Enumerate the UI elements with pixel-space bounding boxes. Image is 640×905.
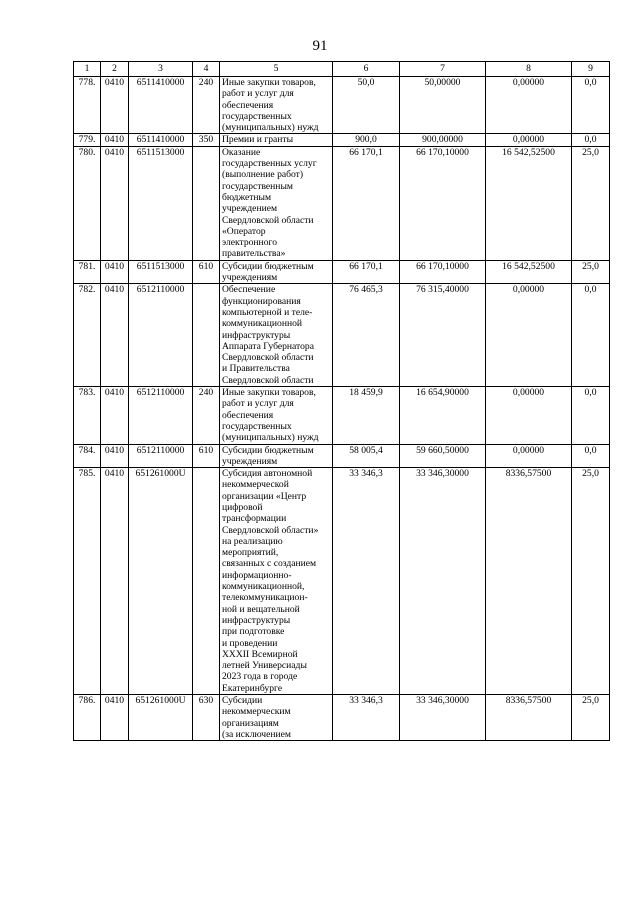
section-code: 0410 [101, 468, 129, 695]
planned-amount: 33 346,3 [333, 468, 400, 695]
section-code: 0410 [101, 284, 129, 387]
executed-amount: 0,00000 [486, 134, 572, 146]
execution-percent: 0,0 [572, 444, 610, 468]
section-code: 0410 [101, 695, 129, 741]
expense-type: 630 [193, 695, 220, 741]
executed-amount: 8336,57500 [486, 468, 572, 695]
expense-type: 610 [193, 444, 220, 468]
page-number: 91 [312, 38, 328, 54]
row-number: 786. [74, 695, 101, 741]
target-code: 651261000U [129, 695, 193, 741]
planned-amount: 50,0 [333, 77, 400, 134]
planned-amount: 900,0 [333, 134, 400, 146]
approved-amount: 66 170,10000 [400, 260, 486, 284]
execution-percent: 25,0 [572, 695, 610, 741]
column-header-1: 1 [74, 62, 101, 77]
table-row [74, 77, 610, 134]
execution-percent: 0,0 [572, 387, 610, 444]
execution-percent: 25,0 [572, 468, 610, 695]
item-name: Субсидия автономной некоммерческой организации «Центр цифровой трансформации Свердловской области» на реализацию мероприятий, связанных с созданием информационно- коммуникационной, телекоммуникацион- ной и вещательной инфраструктуры при подготовке и проведении XXXII Всемирной летней Универсиады 2023 года в городе Екатеринбурге [222, 468, 319, 694]
approved-amount: 66 170,10000 [400, 146, 486, 260]
column-header-3: 3 [129, 62, 193, 77]
execution-percent: 25,0 [572, 146, 610, 260]
item-name: Субсидии бюджетным учреждениям [222, 444, 314, 467]
table-row [74, 260, 610, 284]
section-code: 0410 [101, 134, 129, 146]
target-code: 6512110000 [129, 387, 193, 444]
planned-amount: 76 465,3 [333, 284, 400, 387]
row-number: 782. [74, 284, 101, 387]
row-number: 784. [74, 444, 101, 468]
expense-type: 240 [193, 77, 220, 134]
row-number: 780. [74, 146, 101, 260]
row-number: 783. [74, 387, 101, 444]
table-row [74, 695, 610, 741]
row-number: 785. [74, 468, 101, 695]
planned-amount: 66 170,1 [333, 260, 400, 284]
item-name: Субсидии некоммерческим организациям (за исключением [222, 695, 291, 740]
item-name: Иные закупки товаров, работ и услуг для обеспечения государственных (муниципальных) нужд [222, 387, 319, 444]
planned-amount: 66 170,1 [333, 146, 400, 260]
target-code: 6511410000 [129, 134, 193, 146]
item-name: Иные закупки товаров, работ и услуг для обеспечения государственных (муниципальных) нужд [222, 77, 319, 134]
target-code: 6512110000 [129, 284, 193, 387]
execution-percent: 0,0 [572, 134, 610, 146]
executed-amount: 0,00000 [486, 284, 572, 387]
column-header-9: 9 [572, 62, 610, 77]
target-code: 651261000U [129, 468, 193, 695]
section-code: 0410 [101, 444, 129, 468]
column-header-4: 4 [193, 62, 220, 77]
row-number: 781. [74, 260, 101, 284]
execution-percent: 0,0 [572, 77, 610, 134]
executed-amount: 16 542,52500 [486, 146, 572, 260]
column-header-5: 5 [220, 62, 333, 77]
planned-amount: 18 459,9 [333, 387, 400, 444]
execution-percent: 25,0 [572, 260, 610, 284]
section-code: 0410 [101, 77, 129, 134]
execution-percent: 0,0 [572, 284, 610, 387]
target-code: 6511513000 [129, 146, 193, 260]
approved-amount: 76 315,40000 [400, 284, 486, 387]
row-number: 779. [74, 134, 101, 146]
header-row [74, 62, 610, 77]
section-code: 0410 [101, 146, 129, 260]
expense-type: 610 [193, 260, 220, 284]
budget-table [73, 61, 610, 741]
planned-amount: 33 346,3 [333, 695, 400, 741]
table-row [74, 468, 610, 695]
approved-amount: 33 346,30000 [400, 695, 486, 741]
expense-type: 350 [193, 134, 220, 146]
approved-amount: 33 346,30000 [400, 468, 486, 695]
table-row [74, 444, 610, 468]
approved-amount: 50,00000 [400, 77, 486, 134]
target-code: 6511410000 [129, 77, 193, 134]
executed-amount: 0,00000 [486, 387, 572, 444]
table-row [74, 134, 610, 146]
item-name: Премии и гранты [222, 134, 294, 146]
table-row [74, 284, 610, 387]
row-number: 778. [74, 77, 101, 134]
section-code: 0410 [101, 260, 129, 284]
table-row [74, 146, 610, 260]
item-name: Субсидии бюджетным учреждениям [222, 260, 314, 284]
expense-type [193, 284, 220, 387]
executed-amount: 8336,57500 [486, 695, 572, 741]
expense-type [193, 468, 220, 695]
column-header-8: 8 [486, 62, 572, 77]
column-header-7: 7 [400, 62, 486, 77]
item-name: Оказание государственных услуг (выполнение работ) государственным бюджетным учреждением Свердловской области «Оператор электронного правительства» [222, 146, 317, 260]
approved-amount: 59 660,50000 [400, 444, 486, 468]
column-header-2: 2 [101, 62, 129, 77]
target-code: 6512110000 [129, 444, 193, 468]
item-name: Обеспечение функционирования компьютерной и теле- коммуникационной инфраструктуры Аппарата Губернатора Свердловской области и Правительства Свердловской области [222, 284, 314, 386]
approved-amount: 16 654,90000 [400, 387, 486, 444]
expense-type [193, 146, 220, 260]
section-code: 0410 [101, 387, 129, 444]
executed-amount: 0,00000 [486, 77, 572, 134]
expense-type: 240 [193, 387, 220, 444]
column-header-6: 6 [333, 62, 400, 77]
target-code: 6511513000 [129, 260, 193, 284]
executed-amount: 0,00000 [486, 444, 572, 468]
planned-amount: 58 005,4 [333, 444, 400, 468]
table-row [74, 387, 610, 444]
approved-amount: 900,00000 [400, 134, 486, 146]
executed-amount: 16 542,52500 [486, 260, 572, 284]
